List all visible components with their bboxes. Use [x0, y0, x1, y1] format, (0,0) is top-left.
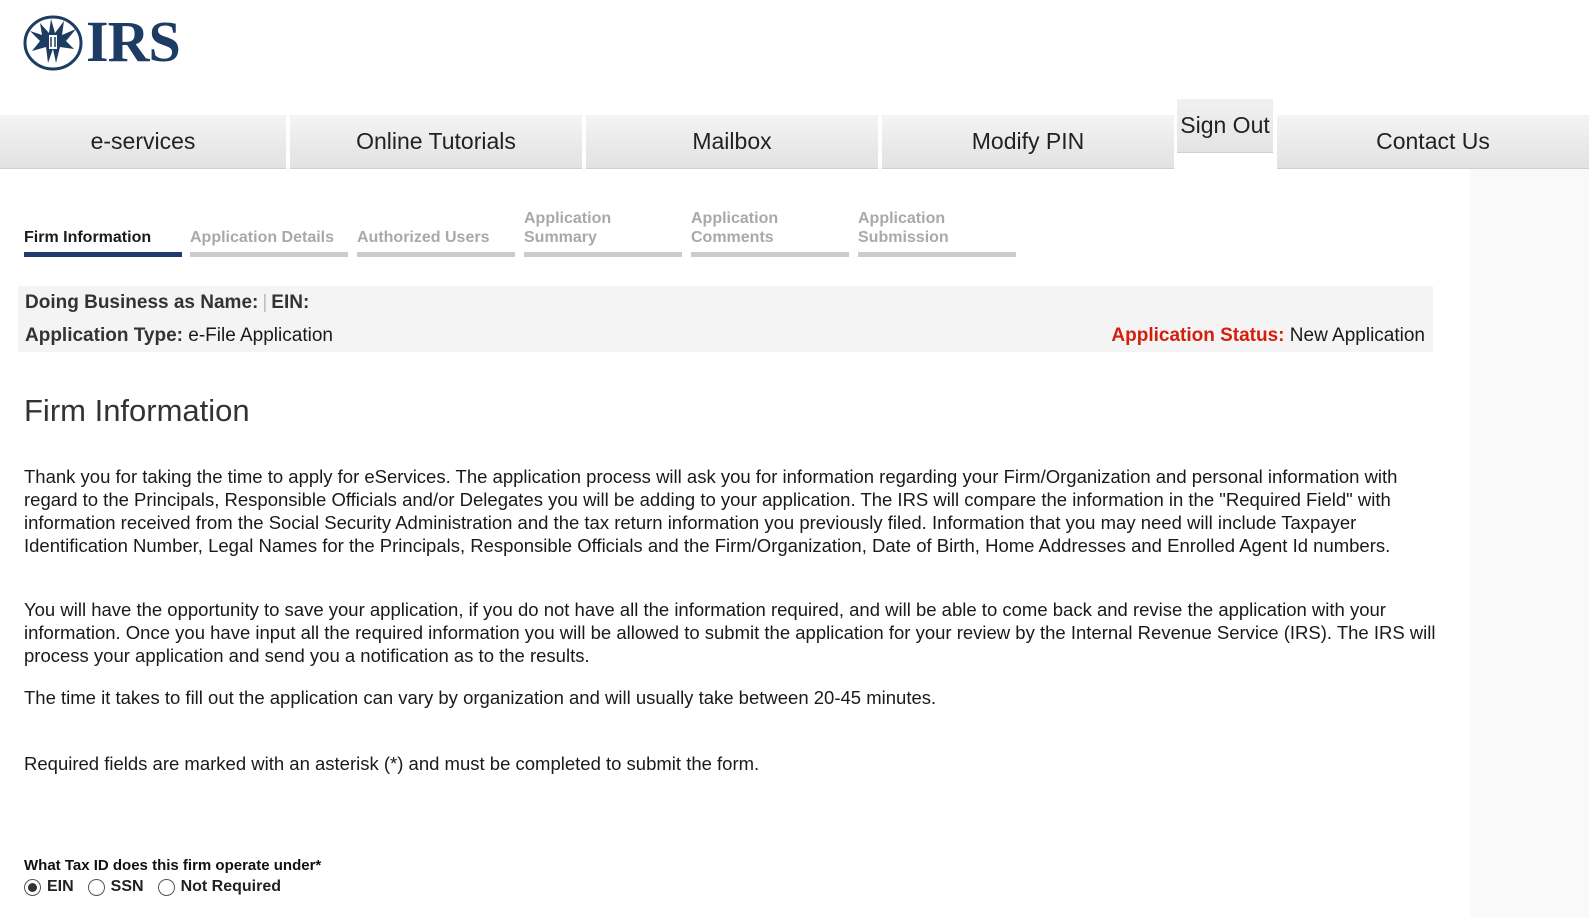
top-navigation: [0, 113, 1589, 169]
tax-id-question: What Tax ID does this firm operate under*: [24, 857, 322, 874]
required-fields-note: Required fields are marked with an asterisk (*) and must be completed to submit the form.: [24, 753, 760, 774]
eagle-emblem-icon: [22, 13, 84, 71]
nav-contact-us[interactable]: Contact Us: [1277, 115, 1589, 169]
application-type-label: Application Type:: [25, 325, 183, 346]
right-gutter: [1470, 168, 1589, 918]
radio-label-ssn: SSN: [110, 878, 144, 895]
nav-modify-pin[interactable]: Modify PIN: [882, 115, 1174, 169]
irs-logo[interactable]: [22, 9, 180, 74]
radio-button[interactable]: [158, 879, 175, 896]
application-status-label: Application Status:: [1111, 325, 1285, 346]
radio-label-not-required: Not Required: [180, 878, 282, 895]
step-progress-bar: [357, 252, 515, 257]
dba-label: Doing Business as Name:: [25, 292, 259, 313]
intro-paragraph: Thank you for taking the time to apply for eServices. The application process will ask you for information regarding your Firm/Organization and personal information with regard to the Principals, Responsible Officials and/or Delegates you will be adding to your application. The IRS will compare the information in the "Required Field" with information received from the Social Security Administration and the tax return information you previously filed. Information that you may need will include Taxpayer Identification Number, Legal Names for the Principals, Responsible Officials and the Firm/Organization, Date of Birth, Home Addresses and Enrolled Agent Id numbers.: [24, 466, 1398, 556]
application-type-row: [25, 325, 333, 347]
radio-button[interactable]: [88, 879, 105, 896]
tax-id-radio-group: [24, 878, 295, 896]
step-firm-information[interactable]: [24, 205, 182, 257]
step-label: Application Submission: [858, 210, 949, 246]
save-info-paragraph: You will have the opportunity to save your application, if you do not have all the information required, and will be able to come back and revise the application with your information. Once you have input all the required information you will be allowed to submit the application for your review by the Internal Revenue Service (IRS). The IRS will process your application and send you a notification as to the results.: [24, 599, 1436, 666]
step-label: Application Comments: [691, 210, 779, 246]
logo-text: IRS: [86, 9, 180, 74]
nav-sign-out[interactable]: Sign Out: [1177, 99, 1273, 153]
step-authorized-users[interactable]: [357, 205, 515, 257]
application-info-bar: [18, 286, 1433, 352]
step-application-summary[interactable]: [524, 205, 682, 257]
radio-button-selected[interactable]: [24, 879, 41, 896]
separator: |: [262, 292, 268, 313]
step-progress-bar: [858, 252, 1016, 257]
step-label: Authorized Users: [357, 229, 490, 246]
page-title: Firm Information: [24, 393, 250, 428]
radio-ein[interactable]: [24, 878, 74, 896]
application-type-value: e-File Application: [188, 325, 333, 346]
application-status: [1111, 325, 1425, 347]
radio-not-required[interactable]: [158, 878, 281, 896]
step-progress-bar: [24, 252, 182, 257]
step-label: Application Summary: [524, 210, 612, 246]
dba-ein-row: [25, 292, 309, 314]
radio-ssn[interactable]: [88, 878, 144, 896]
step-application-submission[interactable]: [858, 205, 1016, 257]
duration-paragraph: The time it takes to fill out the application can vary by organization and will usually take between 20-45 minutes.: [24, 687, 937, 708]
step-label: Firm Information: [24, 229, 152, 246]
nav-online-tutorials[interactable]: Online Tutorials: [290, 115, 582, 169]
nav-mailbox[interactable]: Mailbox: [586, 115, 878, 169]
radio-label-ein: EIN: [47, 878, 74, 895]
step-application-comments[interactable]: [691, 205, 849, 257]
step-label: Application Details: [190, 229, 335, 246]
step-progress-bar: [691, 252, 849, 257]
step-application-details[interactable]: [190, 205, 348, 257]
step-progress-bar: [524, 252, 682, 257]
nav-e-services[interactable]: e-services: [0, 115, 286, 169]
ein-label: EIN:: [271, 292, 310, 313]
application-status-value: New Application: [1289, 325, 1425, 346]
step-progress-bar: [190, 252, 348, 257]
